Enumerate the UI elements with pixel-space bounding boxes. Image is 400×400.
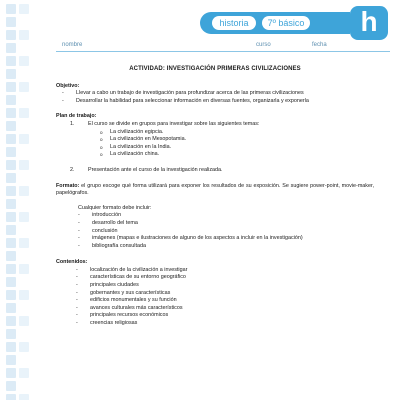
contents-item: - creencias religiosas <box>76 320 374 328</box>
plan-step-text: Presentación ante el curso de la investigación realizada. <box>88 166 223 173</box>
decoration-square <box>6 121 16 131</box>
decoration-square <box>6 225 16 235</box>
topic-list <box>100 129 374 159</box>
grade-badge: 7º básico <box>262 16 310 30</box>
date-label: fecha <box>312 42 327 48</box>
format-item: - imágenes (mapas e ilustraciones de alguno de los aspectos a incluir en la investigación) <box>78 235 374 243</box>
side-decoration <box>0 0 36 400</box>
decoration-square <box>6 368 16 378</box>
plan-step <box>60 167 374 175</box>
decoration-square <box>6 160 16 170</box>
decoration-square <box>19 394 29 400</box>
contents-item: - gobernantes y sus características <box>76 290 374 298</box>
objective-heading: Objetivo: <box>56 82 80 89</box>
contents-item: - características de su entorno geográfico <box>76 274 374 282</box>
format-heading: Formato: <box>56 182 80 189</box>
decoration-square <box>19 134 29 144</box>
decoration-square <box>6 251 16 261</box>
decoration-square <box>6 4 16 14</box>
topic-item: o La civilización china. <box>100 151 374 159</box>
decoration-square <box>6 329 16 339</box>
decoration-square <box>6 355 16 365</box>
contents-item: - avances culturales más característicos <box>76 305 374 313</box>
decoration-square <box>6 95 16 105</box>
topic-item: o La civilización en Mesopotamia. <box>100 136 374 144</box>
decoration-square <box>19 82 29 92</box>
decoration-square <box>19 108 29 118</box>
decoration-square <box>6 303 16 313</box>
decoration-square <box>6 43 16 53</box>
contents-item: - principales ciudades <box>76 282 374 290</box>
decoration-square <box>19 160 29 170</box>
decoration-square <box>19 316 29 326</box>
page-title: ACTIVIDAD: INVESTIGACIÓN PRIMERAS CIVILIZACIONES <box>129 66 301 72</box>
decoration-square <box>19 368 29 378</box>
decoration-square <box>19 342 29 352</box>
decoration-square <box>19 238 29 248</box>
decoration-square <box>6 316 16 326</box>
contents-item: - principales recursos económicos <box>76 312 374 320</box>
logo: h <box>350 6 388 40</box>
format-list <box>78 212 374 250</box>
format-item: - bibliografía consultada <box>78 243 374 251</box>
course-label: curso <box>256 42 271 48</box>
plan-heading: Plan de trabajo: <box>56 113 97 120</box>
decoration-square <box>6 212 16 222</box>
contents-item: - edificios monumentales y su función <box>76 297 374 305</box>
plan-step-text: El curso se divide en grupos para investigar sobre las siguientes temas: <box>88 120 260 127</box>
contents-heading: Contenidos: <box>56 259 88 266</box>
decoration-square <box>19 30 29 40</box>
decoration-square <box>19 4 29 14</box>
decoration-square <box>19 186 29 196</box>
decoration-square <box>6 277 16 287</box>
decoration-square <box>19 56 29 66</box>
format-item: - desarrollo del tema <box>78 220 374 228</box>
topic-item: o La civilización egipcia. <box>100 129 374 137</box>
decoration-square <box>6 147 16 157</box>
plan-step <box>60 121 374 129</box>
name-label: nombre <box>62 42 83 48</box>
decoration-square <box>6 108 16 118</box>
format-intro: Cualquier formato debe incluir: <box>78 204 152 211</box>
decoration-square <box>6 394 16 400</box>
decoration-square <box>6 186 16 196</box>
decoration-square <box>6 238 16 248</box>
decoration-square <box>6 199 16 209</box>
decoration-square <box>6 69 16 79</box>
decoration-square <box>6 381 16 391</box>
decoration-square <box>6 82 16 92</box>
decoration-square <box>6 56 16 66</box>
format-item: - introducción <box>78 212 374 220</box>
document-body <box>56 66 374 328</box>
format-paragraph <box>56 183 374 198</box>
contents-item: - localización de la civilización a investigar <box>76 267 374 275</box>
decoration-square <box>6 17 16 27</box>
decoration-square <box>6 134 16 144</box>
format-item: - conclusión <box>78 228 374 236</box>
decoration-square <box>6 173 16 183</box>
objective-item: - Llevar a cabo un trabajo de investigación para profundizar acerca de las primeras civilizaciones <box>62 90 374 98</box>
plan-step-number: 1. <box>70 120 75 127</box>
decoration-square <box>6 264 16 274</box>
student-info-row <box>56 40 390 52</box>
decoration-square <box>6 342 16 352</box>
decoration-square <box>19 264 29 274</box>
decoration-square <box>6 290 16 300</box>
header <box>200 6 394 40</box>
contents-list <box>76 267 374 328</box>
decoration-square <box>19 290 29 300</box>
format-text: el grupo escoge qué forma utilizará para exponer los resultados de su exposición. Se sugiere power-point, movie-maker, papelógrafos. <box>56 182 374 197</box>
objective-item: - Desarrollar la habilidad para seleccionar información en diversas fuentes, organizarla y exponerla <box>62 98 374 106</box>
plan-step-number: 2. <box>70 166 75 173</box>
decoration-square <box>6 30 16 40</box>
topic-item: o La civilización en la India. <box>100 144 374 152</box>
subject-badge: historia <box>212 16 256 30</box>
decoration-square <box>19 212 29 222</box>
objective-list <box>62 90 374 105</box>
